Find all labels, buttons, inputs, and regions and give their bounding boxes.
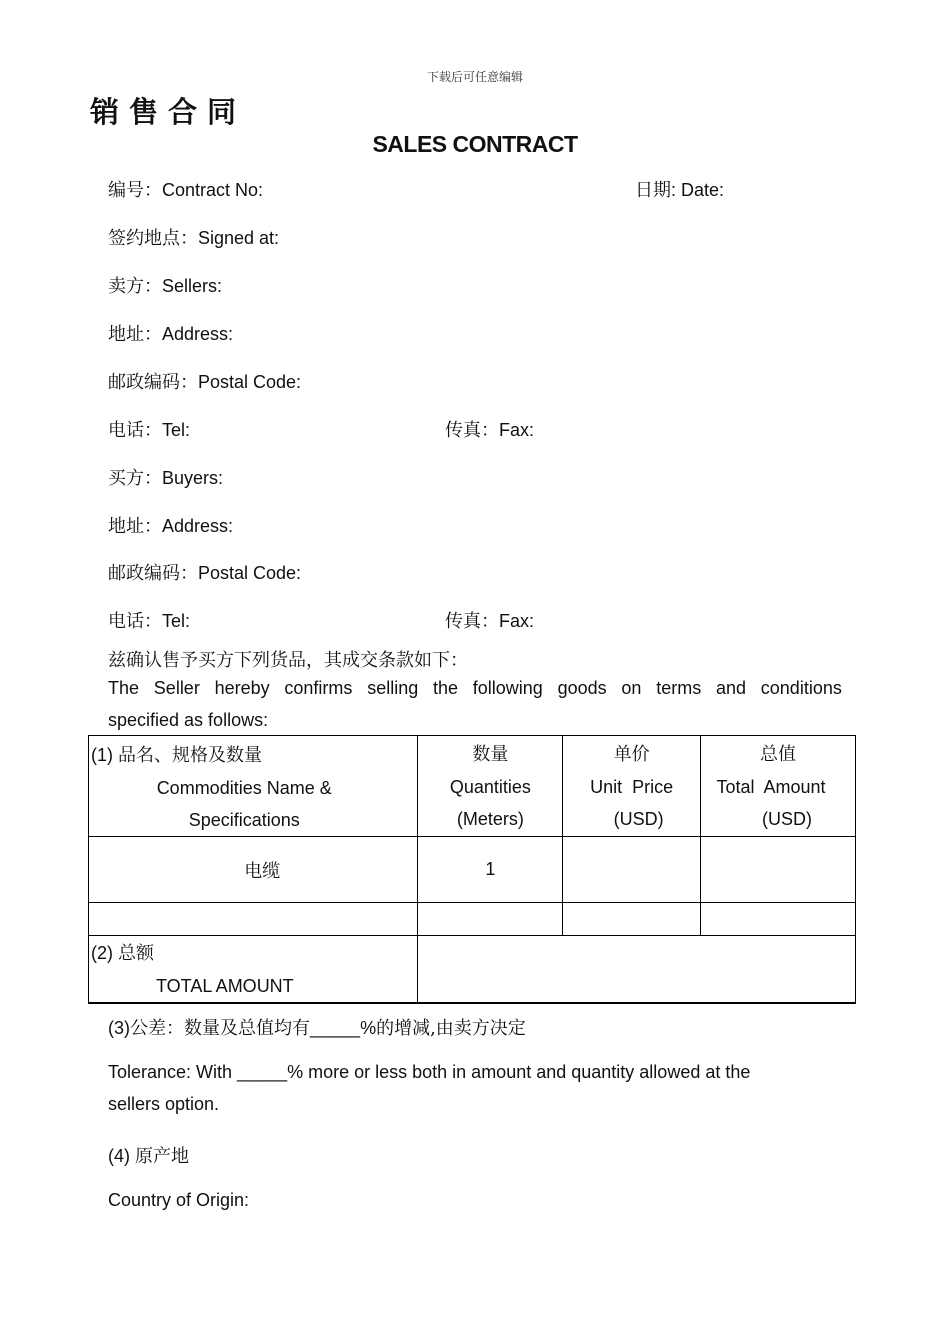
tolerance-text3: ,由卖方决定 xyxy=(430,1018,526,1039)
goods-table xyxy=(88,735,856,1004)
seller-postal-en: Postal Code: xyxy=(198,372,302,392)
header-note: 下载后可任意编辑 xyxy=(426,70,523,84)
confirm-cn: 兹确认售予买方下列货品，其成交条款如下： xyxy=(108,650,468,671)
table-row xyxy=(89,837,856,903)
seller-fax-en: Fax: xyxy=(499,420,535,440)
signed-at-cn: 签约地点： xyxy=(108,228,198,249)
header-commodities-en2: Specifications xyxy=(188,810,300,830)
header-commodities-cn: 品名、规格及数量 xyxy=(118,745,262,766)
total-amount-row xyxy=(89,936,856,1004)
row-quantity: 1 xyxy=(418,837,563,903)
confirm-word: the xyxy=(432,678,459,698)
signed-at-en: Signed at: xyxy=(198,228,280,248)
header-unit-price-en2: (USD) xyxy=(613,809,664,829)
seller-address-en: Address: xyxy=(162,324,234,344)
empty-cell xyxy=(563,903,701,936)
header-unit-price-cn: 单价 xyxy=(613,744,650,765)
confirm-word: and xyxy=(715,678,747,698)
header-quantities-en1: Quantities xyxy=(449,777,531,797)
title-chinese: 销售合同 xyxy=(90,95,247,129)
sellers-label xyxy=(108,272,222,298)
row-total xyxy=(701,837,856,903)
confirm-word: confirms xyxy=(284,678,353,698)
contract-no-en: Contract No: xyxy=(162,180,264,200)
header-total-amount-en1: Total Amount xyxy=(716,777,826,797)
confirm-word: goods xyxy=(557,678,607,698)
table-header-row xyxy=(89,736,856,837)
confirm-word: conditions xyxy=(760,678,842,698)
header-quantities xyxy=(418,736,563,837)
empty-cell xyxy=(701,903,856,936)
buyer-fax-en: Fax: xyxy=(499,611,535,631)
total-amount-cn: 总额 xyxy=(118,943,154,964)
title-english: SALES CONTRACT xyxy=(372,131,578,157)
total-amount-label xyxy=(89,936,418,1004)
header-commodities xyxy=(89,736,418,837)
tolerance-en-line1: Tolerance: With _____% more or less both in amount and quantity allowed at the xyxy=(108,1062,751,1082)
header-commodities-en1: Commodities Name & xyxy=(156,778,332,798)
table-row-empty xyxy=(89,903,856,936)
confirm-en-line2: specified as follows: xyxy=(108,710,269,730)
origin-cn-text: 原产地 xyxy=(135,1146,189,1167)
buyer-postal-label xyxy=(108,559,301,585)
buyers-cn: 买方： xyxy=(108,468,162,489)
total-amount-en: TOTAL AMOUNT xyxy=(156,976,294,996)
buyer-postal-en: Postal Code: xyxy=(198,563,302,583)
buyer-fax-label xyxy=(445,607,534,633)
seller-tel-label xyxy=(108,416,190,442)
empty-cell xyxy=(89,903,418,936)
confirm-word: on xyxy=(621,678,642,698)
buyer-fax-cn: 传真： xyxy=(445,611,499,632)
buyer-postal-cn: 邮政编码： xyxy=(108,563,198,584)
seller-postal-cn: 邮政编码： xyxy=(108,372,198,393)
buyer-address-en: Address: xyxy=(162,516,234,536)
header-total-amount-en2: (USD) xyxy=(762,809,813,829)
sellers-en: Sellers: xyxy=(162,276,223,296)
total-amount-value xyxy=(418,936,856,1004)
origin-en: Country of Origin: xyxy=(108,1190,250,1210)
buyers-label xyxy=(108,464,223,490)
tolerance-text1: 公差：数量及总值均有 xyxy=(130,1018,310,1039)
confirm-word: terms xyxy=(656,678,702,698)
buyer-address-cn: 地址： xyxy=(108,516,162,537)
confirm-en-line1 xyxy=(108,678,842,699)
origin-cn xyxy=(108,1142,189,1168)
tolerance-text2: 的增减 xyxy=(376,1018,431,1039)
header-commodities-prefix: (1) xyxy=(91,745,118,765)
tolerance-blank: _____ xyxy=(310,1018,361,1038)
seller-tel-en: Tel: xyxy=(162,420,191,440)
origin-prefix: (4) xyxy=(108,1146,135,1166)
date-label xyxy=(635,176,724,202)
confirm-word: selling xyxy=(367,678,419,698)
seller-fax-label xyxy=(445,416,534,442)
total-amount-prefix: (2) xyxy=(91,943,118,963)
buyer-tel-en: Tel: xyxy=(162,611,191,631)
header-unit-price-en1: Unit Price xyxy=(590,777,674,797)
confirm-word: following xyxy=(472,678,543,698)
seller-fax-cn: 传真： xyxy=(445,420,499,441)
confirm-word: The xyxy=(108,678,140,698)
confirm-word: Seller xyxy=(153,678,200,698)
confirm-word: hereby xyxy=(214,678,270,698)
date-en: : Date: xyxy=(671,180,725,200)
buyer-tel-label xyxy=(108,607,190,633)
seller-address-cn: 地址： xyxy=(108,324,162,345)
seller-tel-cn: 电话： xyxy=(108,420,162,441)
contract-no-cn: 编号： xyxy=(108,180,162,201)
buyer-address-label xyxy=(108,512,233,538)
buyer-tel-cn: 电话： xyxy=(108,611,162,632)
tolerance-prefix: (3) xyxy=(108,1018,130,1038)
date-cn: 日期 xyxy=(635,180,671,201)
sellers-cn: 卖方： xyxy=(108,276,162,297)
signed-at-label xyxy=(108,224,279,250)
seller-address-label xyxy=(108,320,233,346)
row-unit-price xyxy=(563,837,701,903)
contract-no-label xyxy=(108,176,263,202)
empty-cell xyxy=(418,903,563,936)
tolerance-cn xyxy=(108,1014,526,1040)
row-commodity-name: 电缆 xyxy=(89,837,418,903)
header-total-amount xyxy=(701,736,856,837)
header-quantities-cn: 数量 xyxy=(472,744,509,765)
tolerance-en-line2: sellers option. xyxy=(108,1094,220,1114)
header-total-amount-cn: 总值 xyxy=(760,744,797,765)
header-quantities-en2: (Meters) xyxy=(456,809,524,829)
buyers-en: Buyers: xyxy=(162,468,224,488)
tolerance-pct: % xyxy=(360,1018,377,1038)
seller-postal-label xyxy=(108,368,301,394)
header-unit-price xyxy=(563,736,701,837)
